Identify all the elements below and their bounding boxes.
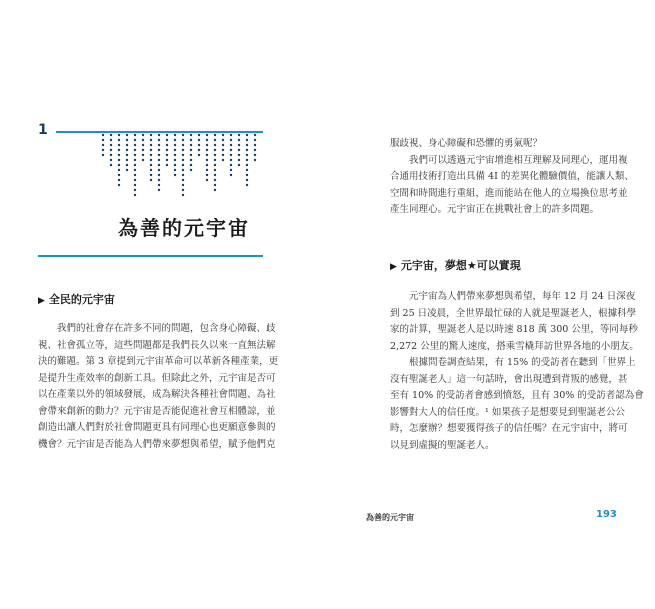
rain-dot (174, 149, 176, 151)
text-line: 沒有聖誕老人」這一句話時，會出現遭到背叛的感覺，甚 (390, 373, 628, 385)
rain-dot (198, 149, 200, 151)
rain-dot (174, 169, 176, 171)
section-heading-1-text: 全民的元宇宙 (48, 293, 115, 306)
rain-dot (102, 149, 104, 151)
rain-dot (118, 154, 120, 156)
left-page (0, 0, 327, 609)
rain-dot (190, 159, 192, 161)
rain-dot (206, 149, 208, 151)
rain-dot (158, 139, 160, 141)
rain-dot (230, 174, 232, 176)
rain-dot (182, 169, 184, 171)
rain-dot (134, 174, 136, 176)
rain-dot (150, 179, 152, 181)
rain-dot (126, 164, 128, 166)
rain-dot (134, 144, 136, 146)
text-line: 到 25 日凌晨，全世界最忙碌的人就是聖誕老人，根據科學 (390, 307, 637, 319)
rain-dot (134, 189, 136, 191)
rain-dot (206, 159, 208, 161)
rain-dot (198, 139, 200, 141)
rain-dot (142, 134, 144, 136)
rain-dot (206, 134, 208, 136)
chapter-title: 為善的元宇宙 (118, 216, 250, 240)
rain-dot (182, 174, 184, 176)
rain-dot (190, 139, 192, 141)
rain-dot (150, 169, 152, 171)
rain-dot (246, 139, 248, 141)
rain-dot (158, 184, 160, 186)
rain-dot (166, 159, 168, 161)
rain-dot (190, 154, 192, 156)
rain-dot (254, 159, 256, 161)
rain-dot (158, 164, 160, 166)
rain-dot (254, 139, 256, 141)
triangle-right-icon: ▶ (390, 262, 397, 272)
rain-dot (182, 164, 184, 166)
rain-dot (110, 139, 112, 141)
rain-dot (214, 179, 216, 181)
rain-dot (150, 174, 152, 176)
rain-dot (158, 189, 160, 191)
rain-dot (182, 154, 184, 156)
rain-dot (102, 134, 104, 136)
rain-dot (238, 164, 240, 166)
text-line: 視、社會孤立等，這些問題都是我們長久以來一直無法解 (38, 339, 276, 351)
rain-dot (118, 174, 120, 176)
rain-dot (102, 144, 104, 146)
rain-dot (134, 179, 136, 181)
rain-dot (110, 159, 112, 161)
rain-dot (214, 184, 216, 186)
rain-dot (246, 144, 248, 146)
text-line: 決的難題。第 3 章提到元宇宙革命可以革新各種產業，更 (38, 356, 279, 367)
rain-dot (230, 139, 232, 141)
rain-dot (110, 154, 112, 156)
rain-dot (222, 159, 224, 161)
text-line: 合通用技術打造出具備 4I 的差異化體驗價值，能讓人類、 (390, 171, 634, 182)
rain-dot (206, 179, 208, 181)
text-line: 會帶來創新的動力？元宇宙是否能促進社會互相體諒，並 (38, 405, 276, 417)
text-line: 至有 10% 的受訪者會感到憤怒，且有 30% 的受訪者認為會 (390, 390, 644, 401)
section-heading-1 (38, 291, 115, 307)
text-line: 機會？元宇宙是否能為人們帶來夢想與希望，賦予他們克 (38, 438, 276, 450)
rain-dot (118, 139, 120, 141)
rain-dot (198, 154, 200, 156)
rain-dot (238, 144, 240, 146)
rain-dot (110, 134, 112, 136)
rain-dot (214, 189, 216, 191)
rain-dot (246, 179, 248, 181)
rain-dot (118, 184, 120, 186)
rain-dot (134, 159, 136, 161)
rain-dot (142, 144, 144, 146)
rain-dot (126, 149, 128, 151)
text-line: 我們可以透過元宇宙增進相互理解及同理心，運用複 (409, 154, 628, 166)
rain-dot (126, 144, 128, 146)
rain-dot (158, 169, 160, 171)
triangle-right-icon: ▶ (38, 296, 45, 306)
rain-dot (174, 174, 176, 176)
rain-dot (214, 139, 216, 141)
rain-dot (166, 134, 168, 136)
rain-dot (150, 139, 152, 141)
rain-dot (238, 159, 240, 161)
chapter-number: 1 (38, 122, 48, 138)
rain-dot (246, 164, 248, 166)
rain-dot (166, 154, 168, 156)
rain-dot (142, 159, 144, 161)
rain-dot (142, 149, 144, 151)
rain-dot (150, 144, 152, 146)
rain-dot (230, 154, 232, 156)
rain-dot (222, 144, 224, 146)
rain-dot (134, 139, 136, 141)
rain-dot (206, 174, 208, 176)
rain-dot (126, 154, 128, 156)
right-paragraph-1 (390, 289, 644, 454)
rain-dot (158, 159, 160, 161)
rain-dot (102, 139, 104, 141)
right-continuation (390, 136, 634, 219)
rain-dot (222, 149, 224, 151)
rain-dot (150, 154, 152, 156)
text-line: 2,272 公里的驚人速度，搭乘雪橇拜訪世界各地的小朋友。 (390, 340, 639, 352)
rain-dot (134, 134, 136, 136)
rain-dot (230, 164, 232, 166)
text-line: 時，怎麼辦？想要獲得孩子的信任嗎？在元宇宙中，將可 (390, 423, 628, 434)
rain-dot (254, 149, 256, 151)
rain-dot (126, 159, 128, 161)
rain-dot (182, 179, 184, 181)
rain-dot (206, 154, 208, 156)
rain-dot (230, 134, 232, 136)
rain-dot (174, 134, 176, 136)
rain-dot (158, 149, 160, 151)
text-line: 以見到虛擬的聖誕老人。 (390, 439, 495, 451)
rain-dot (238, 134, 240, 136)
rain-dot (110, 164, 112, 166)
rain-dot (134, 154, 136, 156)
rain-dot (150, 134, 152, 136)
rain-dot (182, 144, 184, 146)
rain-dot (206, 164, 208, 166)
rain-dot (158, 134, 160, 136)
rain-dot (174, 144, 176, 146)
text-line: 服歧視、身心障礙和恐懼的勇氣呢？ (390, 138, 543, 149)
rain-dot (182, 134, 184, 136)
rain-dot (182, 149, 184, 151)
rain-dot (198, 144, 200, 146)
text-line: 根據問卷調查結果，有 15% 的受訪者在聽到「世界上 (409, 357, 636, 368)
rain-dot (238, 149, 240, 151)
rain-dot (190, 164, 192, 166)
rain-dot (134, 194, 136, 196)
rain-dot (246, 154, 248, 156)
rain-dot (230, 144, 232, 146)
rain-dot (166, 149, 168, 151)
rain-dot (126, 134, 128, 136)
rain-dot (238, 154, 240, 156)
text-line: 家的計算，聖誕老人是以時速 818 萬 300 公里，等同每秒 (390, 324, 638, 335)
page-number: 193 (596, 509, 617, 520)
rain-dot (190, 149, 192, 151)
rain-dot (118, 169, 120, 171)
rain-dot (174, 154, 176, 156)
rain-dot (246, 169, 248, 171)
rain-dot (174, 139, 176, 141)
text-line: 創造出讓人們對於社會問題更具有同理心也更願意參與的 (38, 422, 276, 433)
rain-dot (214, 159, 216, 161)
rain-dot (134, 184, 136, 186)
rain-dot (126, 139, 128, 141)
rain-dot (110, 149, 112, 151)
rain-dot (182, 194, 184, 196)
rain-dot (118, 144, 120, 146)
text-line: 元宇宙為人們帶來夢想與希望，每年 12 月 24 日深夜 (409, 291, 636, 302)
left-paragraph (38, 321, 278, 453)
text-line: 影響對大人的信任度。¹ 如果孩子是想要見到聖誕老公公 (390, 406, 625, 418)
section-heading-2 (390, 257, 521, 273)
rain-dot (110, 144, 112, 146)
chapter-rule-bottom (38, 255, 263, 257)
rain-dot (158, 179, 160, 181)
rain-dot (166, 164, 168, 166)
rain-dot (150, 159, 152, 161)
rain-dot (190, 134, 192, 136)
rain-dot (206, 139, 208, 141)
rain-dot (214, 164, 216, 166)
rain-dot (102, 154, 104, 156)
rain-dot (190, 169, 192, 171)
rain-dot (134, 164, 136, 166)
rain-dot (206, 144, 208, 146)
rain-dot (150, 149, 152, 151)
rain-dot (166, 139, 168, 141)
text-line: 產生同理心。元宇宙正在挑戰社會上的許多問題。 (390, 204, 600, 215)
rain-dot (118, 149, 120, 151)
text-line: 空間和時間進行重組，進而能站在他人的立場換位思考並 (390, 187, 628, 199)
rain-dot (246, 159, 248, 161)
rain-dot (230, 149, 232, 151)
rain-dot (254, 154, 256, 156)
rain-dot (142, 154, 144, 156)
rain-dot (206, 169, 208, 171)
text-line: 我們的社會存在許多不同的問題，包含身心障礙、歧 (57, 323, 276, 334)
rain-dot (118, 134, 120, 136)
rain-dot (230, 169, 232, 171)
rain-dot (166, 144, 168, 146)
rain-dot (158, 154, 160, 156)
rain-dot (246, 184, 248, 186)
rain-dot (246, 134, 248, 136)
rain-dot (222, 139, 224, 141)
text-line: 以在產業以外的領域發展，成為解決各種社會問題、為社 (38, 389, 276, 400)
rain-dot (182, 184, 184, 186)
rain-dot (214, 174, 216, 176)
rain-dot (118, 159, 120, 161)
rain-dot (254, 144, 256, 146)
rain-dot (198, 134, 200, 136)
text-line: 是提升生產效率的創新工具。但除此之外，元宇宙是否可 (38, 372, 276, 384)
rain-dot (182, 139, 184, 141)
rain-dot (118, 164, 120, 166)
running-head: 為善的元宇宙 (366, 513, 414, 522)
rain-dot (254, 134, 256, 136)
rain-dot (214, 169, 216, 171)
rain-dot (158, 144, 160, 146)
rain-dot (246, 174, 248, 176)
rain-dot (174, 164, 176, 166)
rain-dot (214, 134, 216, 136)
rain-dot (222, 134, 224, 136)
rain-dot (246, 149, 248, 151)
rain-dot (174, 159, 176, 161)
rain-dot (182, 189, 184, 191)
rain-dot (182, 159, 184, 161)
dot-rain-decoration (100, 133, 260, 201)
section-heading-2-text: 元宇宙，夢想★可以實現 (400, 259, 521, 272)
rain-dot (134, 149, 136, 151)
rain-dot (190, 144, 192, 146)
rain-dot (214, 144, 216, 146)
rain-dot (158, 174, 160, 176)
rain-dot (238, 139, 240, 141)
rain-dot (134, 169, 136, 171)
rain-dot (214, 149, 216, 151)
rain-dot (214, 154, 216, 156)
rain-dot (142, 139, 144, 141)
rain-dot (126, 169, 128, 171)
rain-dot (222, 154, 224, 156)
rain-dot (150, 164, 152, 166)
rain-dot (230, 159, 232, 161)
rain-dot (118, 179, 120, 181)
